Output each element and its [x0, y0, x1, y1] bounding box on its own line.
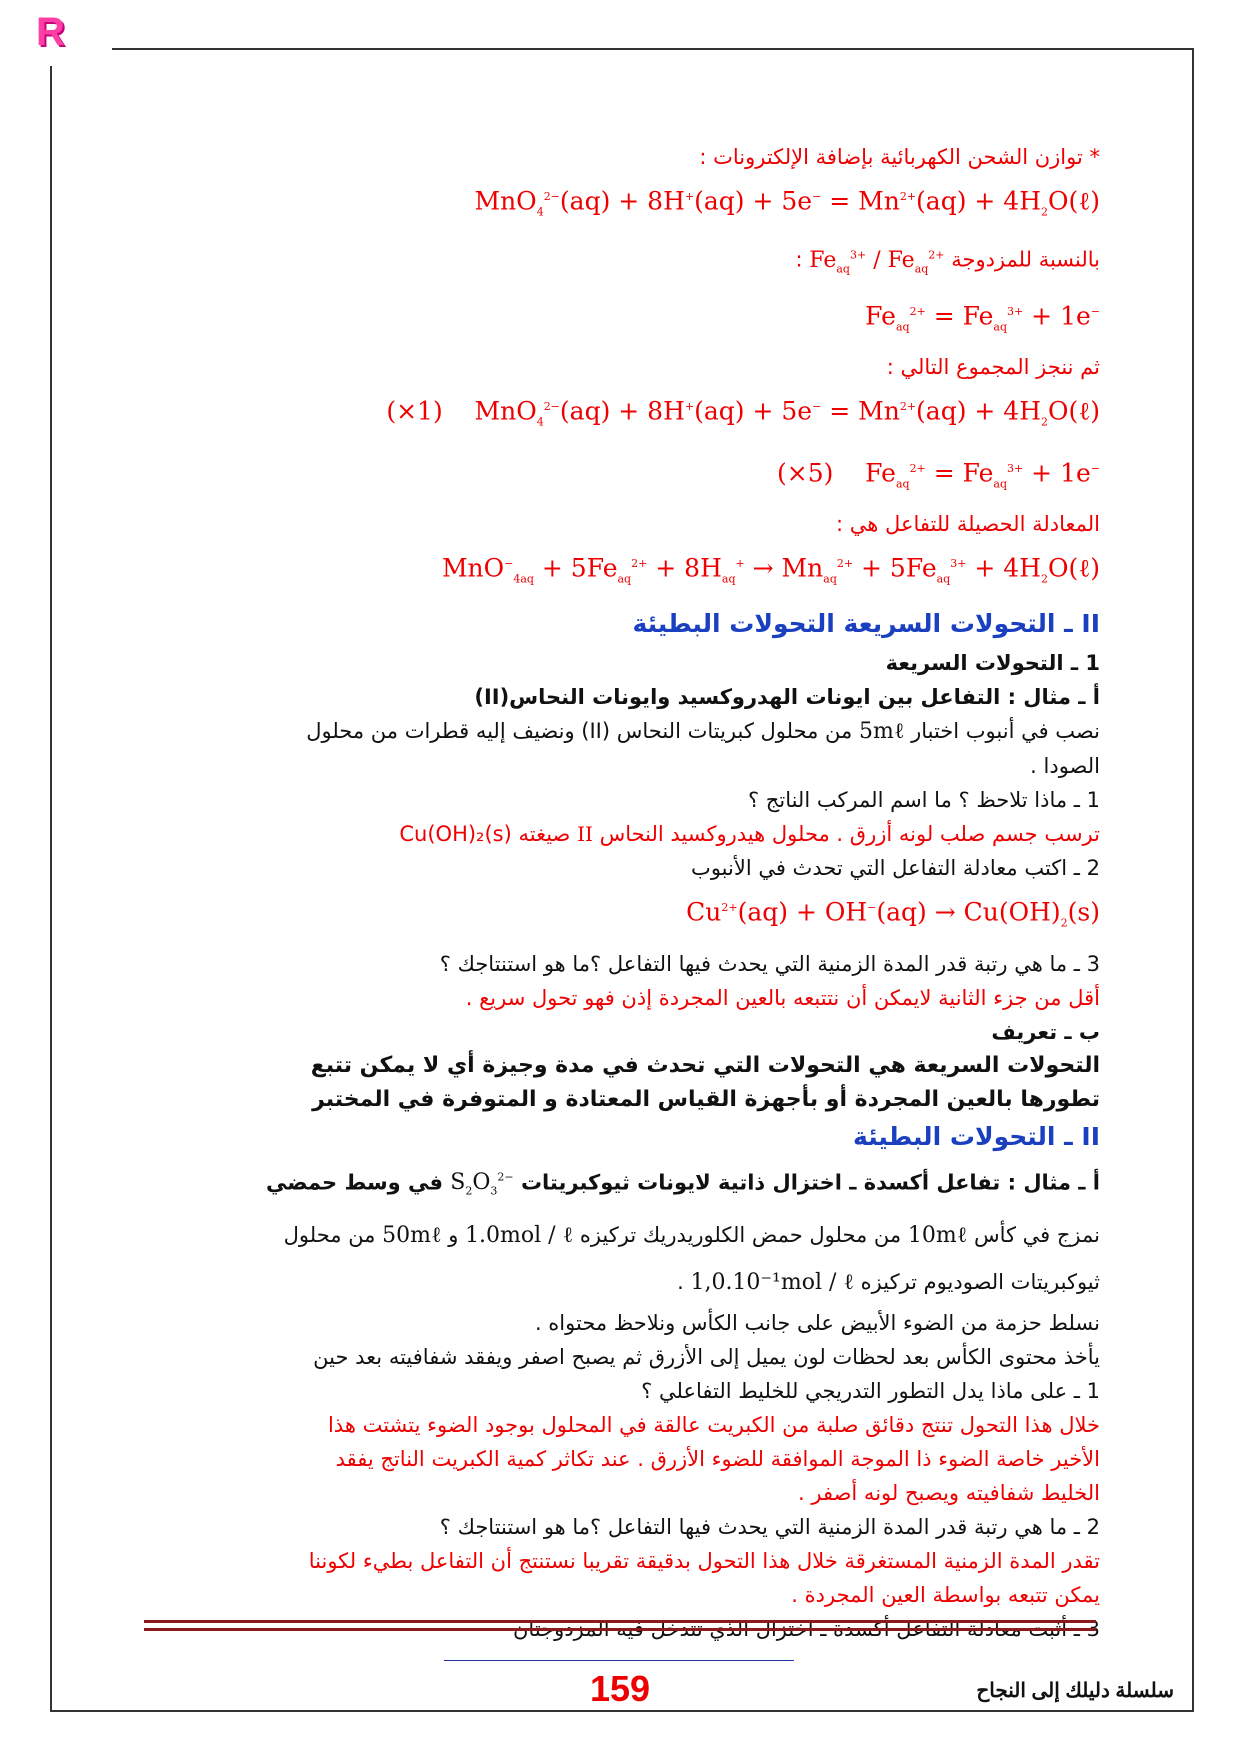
question-1: 1 ـ ماذا تلاحظ ؟ ما اسم المركب الناتج ؟ [747, 788, 1100, 813]
question-5: 2 ـ ما هي رتبة قدر المدة الزمنية التي يحدث فيها التفاعل ؟ما هو استنتاجك ؟ [439, 1515, 1100, 1540]
question-6: 3 ـ أثبت معادلة التفاعل أكسدة ـ اختزال الذي تتدخل فيه المزدوجتان [513, 1617, 1100, 1642]
question-4: 1 ـ على ماذا يدل التطور التدريجي للخليط التفاعلي ؟ [641, 1379, 1100, 1404]
paragraph-2-c: و [448, 1223, 459, 1248]
answer-1-a: ترسب جسم صلب لونه أزرق . محلول هيدروكسيد النحاس [599, 822, 1100, 847]
paragraph-4: نسلط حزمة من الضوء الأبيض على جانب الكأس ونلاحظ محتواه . [534, 1311, 1100, 1336]
answer-4-line-2: الأخير خاصة الضوء ذا الموجة الموافقة للضوء الأزرق . عند تكاثر كمية الكبريت الناتج يفقد [335, 1447, 1100, 1472]
question-3: 3 ـ ما هي رتبة قدر المدة الزمنية التي يحدث فيها التفاعل ؟ما هو استنتاجك ؟ [439, 951, 1100, 976]
couple-fe-formula: $Fe_{aq}^{3+} / Fe_{aq}^{2+}$ [809, 247, 945, 276]
example-slow-title [140, 1157, 1100, 1213]
example-slow-b: في وسط حمضي [266, 1170, 443, 1195]
roman-two: II [577, 822, 593, 847]
equation-mno4-half: $MnO_4^{2-}(aq) + 8H^+(aq) + 5e^- = Mn^{2+}(aq)$ + $4H_2O(\ell)$ [474, 186, 1100, 219]
page-number: 159 [589, 1668, 651, 1709]
answer-4-line-1: خلال هذا التحول تنتج دقائق صلبة من الكبريت عالقة في المحلول بوجود الضوء يتشتت هذا [327, 1413, 1100, 1438]
frame-left-line [50, 66, 52, 1712]
footer-rule-top [144, 1620, 1096, 1623]
paragraph-2-d: من محلول [283, 1223, 376, 1248]
definition-line-1: التحولات السريعة هي التحولات التي تحدث في مدة وجيزة أي لا يمكن تتبع [310, 1052, 1100, 1078]
equation-copper: $Cu^{2+}(aq) + OH^-(aq) \to Cu(OH)_2(s)$ [686, 897, 1100, 930]
answer-1 [140, 817, 1100, 851]
overall-intro-line: المعادلة الحصيلة للتفاعل هي : [836, 512, 1100, 537]
example-a-title: أ ـ مثال : التفاعل بين ايونات الهدروكسيد وايونات النحاس(II) [474, 685, 1100, 710]
volume-50ml: 50mℓ [382, 1223, 442, 1249]
answer-4-line-3: الخليط شفافيته ويصبح لونه أصفر . [798, 1481, 1100, 1506]
paragraph-1-c: الصودا . [1030, 754, 1100, 779]
equation-sum-2: (×5) $Fe_{aq}^{2+} = Fe_{aq}^{3+} + 1e^-$ [777, 458, 1100, 491]
definition-title: ب ـ تعريف [991, 1019, 1100, 1044]
section-heading-ii: II ـ التحولات السريعة التحولات البطيئة [632, 609, 1100, 639]
answer-1-b: صيغته Cu(OH)₂(s) [399, 822, 571, 847]
paragraph-3-a: ثيوكبريتات الصوديوم تركيزه [860, 1270, 1100, 1295]
paragraph-5: يأخذ محتوى الكأس بعد لحظات لون يميل إلى الأزرق ثم يصبح اصفر ويفقد شفافيته بعد حين [313, 1345, 1100, 1370]
paragraph-2 [140, 1212, 1100, 1259]
series-title: سلسلة دليلك إلى النجاح [976, 1680, 1174, 1702]
couple-fe-text: بالنسبة للمزدوجة [951, 247, 1100, 272]
paragraph-1 [140, 714, 1100, 749]
logo: R [36, 10, 65, 54]
volume-10ml: 10mℓ [907, 1223, 968, 1249]
concentration-2: 1,0.10⁻¹mol / ℓ [690, 1270, 854, 1296]
example-slow-a: أ ـ مثال : تفاعل أكسدة ـ اختزال ذاتية لايونات ثيوكبريتات [520, 1170, 1100, 1195]
paragraph-1-b: من محلول كبريتات النحاس (II) ونضيف إليه قطرات من محلول [306, 719, 853, 744]
paragraph-1-a: نصب في أنبوب اختبار [911, 719, 1100, 744]
definition-line-2: تطورها بالعين المجردة أو بأجهزة القياس المعتادة و المتوفرة في المختبر [312, 1086, 1100, 1112]
section-heading-slow: II ـ التحولات البطيئة [853, 1121, 1100, 1151]
sum-intro-line: ثم ننجز المجموع التالي : [886, 355, 1100, 380]
thiosulfate-formula: $S_2O_3^{2-}$ [450, 1170, 514, 1198]
paragraph-2-b: من محلول حمض الكلوريدريك تركيزه [579, 1223, 902, 1248]
paragraph-2-a: نمزج في كأس [973, 1223, 1100, 1248]
paragraph-3-dot: . [677, 1270, 684, 1295]
answer-3: أقل من جزء الثانية لايمكن أن نتتبعه بالعين المجردة إذن فهو تحول سريع . [465, 985, 1100, 1010]
equation-sum-1: (×1) $MnO_4^{2-}(aq) + 8H^+(aq) + 5e^- = Mn^{2+}(aq)$ + $4H_2O(\ell)$ [386, 396, 1100, 429]
frame-right-line [1192, 48, 1194, 1710]
page-content [140, 140, 1100, 1646]
frame-bottom-line [50, 1710, 1194, 1712]
charge-balance-line: * توازن الشحن الكهربائية بإضافة الإلكترونات : [699, 145, 1100, 169]
frame-top-line [112, 48, 1194, 50]
question-2: 2 ـ اكتب معادلة التفاعل التي تحدث في الأنبوب [691, 856, 1100, 881]
paragraph-3 [140, 1259, 1100, 1306]
subsection-fast: 1 ـ التحولات السريعة [885, 651, 1100, 676]
equation-fe-half: $Fe_{aq}^{2+} = Fe_{aq}^{3+} + 1e^-$ [865, 301, 1100, 334]
answer-5-line-2: يمكن تتبعه بواسطة العين المجردة . [791, 1583, 1100, 1608]
answer-5-line-1: تقدر المدة الزمنية المستغرقة خلال هذا التحول بدقيقة تقريبا نستنتج أن التفاعل بطيء لكوننا [308, 1549, 1100, 1574]
footer-rule-bottom [144, 1628, 1096, 1631]
concentration-1: 1.0mol / ℓ [465, 1223, 574, 1249]
footer-rule-thin [444, 1660, 794, 1661]
couple-fe-line: بالنسبة للمزدوجة $Fe_{aq}^{3+} / Fe_{aq}^{2+}$ : [795, 247, 1100, 276]
equation-overall: $MnO^-_{4aq} + 5Fe_{aq}^{2+} + 8H_{aq}^+ \to Mn_{aq}^{2+} + 5Fe_{aq}^{3+}$ + $4H_2O(\ell)$ [441, 553, 1100, 586]
volume-5ml: 5mℓ [858, 719, 905, 745]
